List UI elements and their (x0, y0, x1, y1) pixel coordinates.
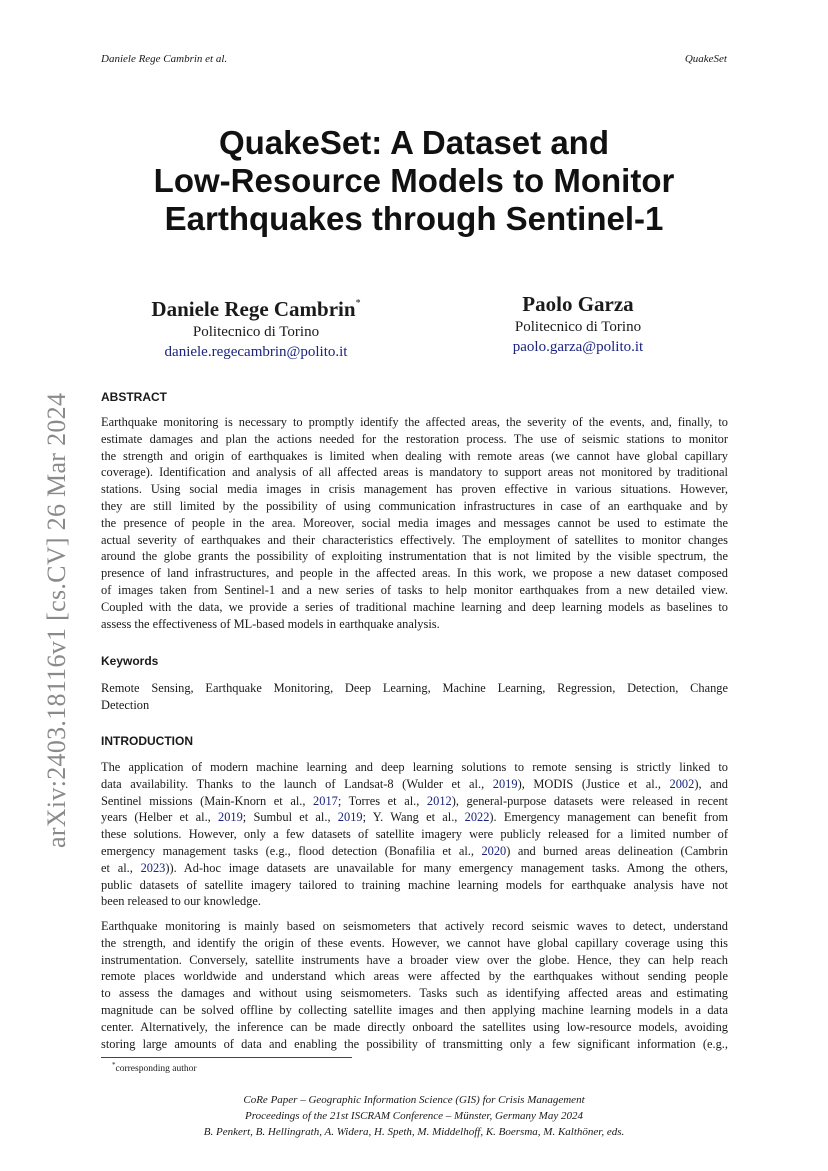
author-affiliation: Politecnico di Torino (514, 319, 642, 335)
keywords-body (101, 680, 728, 714)
running-head-authors: Daniele Rege Cambrin et al. (101, 53, 228, 65)
text-segment: Sentinel missions (Main-Knorn et al., (101, 793, 314, 808)
footer-line: B. Penkert, B. Hellingrath, A. Widera, H. Speth, M. Middelhoff, K. Boersma, M. Kalthöner, eds. (203, 1126, 625, 1138)
text-line: Remote Sensing, Earthquake Monitoring, Deep Learning, Machine Learning, Regression, Detection, Change (101, 681, 728, 695)
text-line: actual severity of earthquakes and their characteristics effectively. The employment of satellites to monitor changes (101, 532, 728, 547)
introduction-heading: INTRODUCTION (101, 734, 193, 748)
text-segment: years (Helber et al., (101, 810, 218, 825)
text-segment: ; Sumbul et al., (242, 810, 338, 825)
text-line: presence of land infrastructures, and people in the affected areas. In this work, we propose a new dataset composed (101, 566, 728, 581)
text-line: Earthquake monitoring is mainly based on seismometers that actively record seismic waves to detect, understand (101, 919, 728, 933)
text-line (101, 809, 728, 826)
text-line (101, 877, 728, 894)
text-line: stations. Using social media images in crisis management has proven effective in various situations. However, (101, 482, 728, 497)
text-line: assess the effectiveness of ML-based models in earthquake analysis. (101, 616, 440, 631)
text-line: Earthquake monitoring is necessary to promptly identify the affected areas, the severity of the events, and, finally, to (101, 415, 728, 429)
footnote-mark: * (112, 1061, 116, 1069)
text-line: the presence of people in the area. Moreover, social media images and messages cannot be used to estimate the (101, 515, 728, 530)
text-line (101, 860, 728, 877)
author-block-2 (428, 291, 728, 357)
title-line: QuakeSet: A Dataset and (218, 124, 609, 161)
citation-link[interactable]: 2020 (481, 843, 507, 858)
text-line (101, 893, 728, 910)
author-name: Paolo Garza (522, 292, 634, 316)
title-line: Low-Resource Models to Monitor (153, 162, 675, 199)
text-segment: been released to our knowledge. (101, 894, 261, 909)
text-segment: et al., (101, 860, 141, 875)
text-line (101, 843, 728, 860)
text-segment: ) and burned areas delineation (Cambrin (506, 843, 728, 858)
running-head-short-title: QuakeSet (684, 53, 727, 65)
text-segment: public datasets of satellite imagery tailored to training machine learning models for earthquake analysis have not (101, 877, 728, 892)
text-line (101, 826, 728, 843)
citation-link[interactable]: 2017 (313, 793, 338, 808)
text-line: estimate damages and plan the actions needed for the restoration process. The use of seismic stations to monitor (101, 431, 728, 446)
text-line: coverage). Identification and analysis of all affected areas is mandatory to support areas not monitored by traditional (101, 465, 728, 480)
introduction-paragraph-1 (101, 759, 728, 910)
citation-link[interactable]: 2012 (426, 793, 452, 808)
text-segment: ; Y. Wang et al., (362, 810, 465, 825)
author-affiliation: Politecnico di Torino (192, 324, 320, 340)
page-footer (101, 1092, 727, 1140)
text-line: remote places worldwide and understand which areas were affected by the earthquakes without sending people (101, 969, 728, 984)
text-line: Detection (101, 697, 150, 712)
abstract-body (101, 414, 728, 632)
text-line: storing large amounts of data and enabling the possibility of transmitting only a few significant information (e.g., (101, 1036, 728, 1051)
citation-link[interactable]: 2019 (492, 776, 518, 791)
introduction-paragraph-2 (101, 918, 728, 1052)
arxiv-stamp: arXiv:2403.18116v1 [cs.CV] 26 Mar 2024 (42, 392, 71, 848)
text-line: to assess the damages and without using seismometers. Tasks such as identifying affected areas and estimating (101, 986, 728, 1001)
text-line (101, 776, 728, 793)
author-name: Daniele Rege Cambrin* (151, 297, 361, 321)
text-segment: ), general-purpose datasets were released in recent (451, 793, 729, 808)
keywords-heading: Keywords (101, 654, 159, 668)
citation-link[interactable]: 2022 (464, 810, 490, 825)
footnote-rule (101, 1057, 352, 1058)
text-segment: these solutions. However, only a few datasets of satellite imagery were publicly released for a limited number of (101, 827, 728, 842)
paper-title (101, 124, 727, 238)
citation-link[interactable]: 2019 (337, 810, 363, 825)
author-email-link[interactable]: daniele.regecambrin@polito.it (164, 344, 348, 360)
text-line: Coupled with the data, we provide a series of traditional machine learning and deep learning models as baselines to (101, 599, 728, 614)
text-segment: ; Torres et al., (337, 793, 427, 808)
citation-link[interactable]: 2023 (140, 860, 166, 875)
footnote (112, 1061, 197, 1074)
footer-line: CoRe Paper – Geographic Information Science (GIS) for Crisis Management (243, 1094, 585, 1106)
text-line: the strength, and identify the origin of these events. However, we cannot have global capillary coverage using this (101, 935, 728, 950)
text-line: they are still limited by the possibility of using communication infrastructures in case of an earthquake and by (101, 498, 728, 513)
abstract-heading: ABSTRACT (101, 390, 167, 404)
footnote-text: corresponding author (115, 1064, 197, 1075)
corresponding-mark: * (355, 298, 361, 309)
citation-link[interactable]: 2002 (669, 776, 695, 791)
text-line: center. Alternatively, the inference can be made directly onboard the satellites using low-resource models, avoiding (101, 1019, 728, 1034)
text-segment: ). Emergency management can benefit from (489, 810, 728, 825)
author-email-link[interactable]: paolo.garza@polito.it (512, 339, 644, 355)
text-line: magnitude can be solved offline by collecting satellite images and then applying machine learning models in a data (101, 1002, 728, 1017)
text-line: around the globe grants the possibility of exploiting instrumentation that is not limited by the visible spectrum, the (101, 549, 728, 564)
text-line: of images taken from Sentinel-1 and a new series of tasks to help monitor earthquakes from a new detailed view. (101, 582, 728, 597)
text-segment: ), MODIS (Justice et al., (517, 776, 670, 791)
text-segment: data availability. Thanks to the launch of Landsat-8 (Wulder et al., (101, 776, 493, 791)
author-block-1 (106, 291, 406, 362)
text-line: the strength and origin of earthquakes is limited when dealing with remote areas (we cannot have global capillary (101, 448, 728, 463)
text-line (101, 759, 728, 776)
text-segment: emergency management tasks (e.g., flood detection (Bonafilia et al., (101, 843, 482, 858)
text-segment: The application of modern machine learning and deep learning solutions to remote sensing is strictly linked to (101, 760, 728, 774)
text-segment: ), and (694, 776, 729, 791)
footer-line: Proceedings of the 21st ISCRAM Conference – Münster, Germany May 2024 (245, 1110, 583, 1122)
citation-link[interactable]: 2019 (218, 810, 243, 825)
text-segment: )). Ad-hoc image datasets are unavailable for many emergency management tasks. Among the others, (165, 860, 728, 875)
title-line: Earthquakes through Sentinel-1 (164, 200, 664, 237)
arxiv-sidebar (20, 0, 71, 1171)
text-line (101, 793, 728, 810)
text-line: instrumentation. Conversely, satellite instruments have a broader view over the globe. Hence, they can help reach (101, 952, 728, 967)
